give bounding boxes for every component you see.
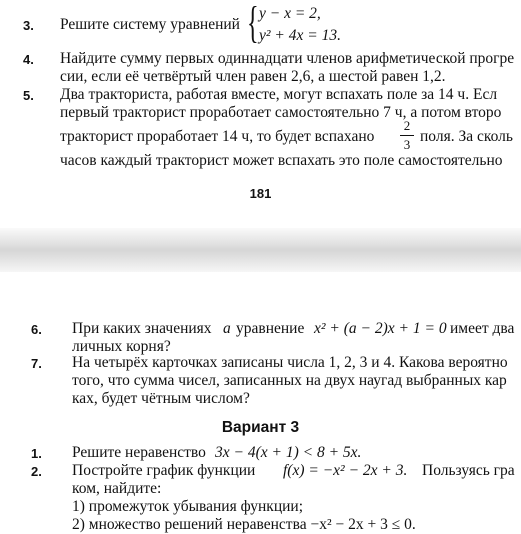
problem-text-line: На четырёх карточках записаны числа 1, 2, 3 и 4. Какова вероятно — [72, 354, 508, 371]
problem-text-line: первый тракторист проработает самостоятельно 7 ч, а потом второ — [60, 104, 502, 121]
problem-text-line: поля. За сколь — [420, 128, 513, 145]
problem-number: 3. — [23, 18, 34, 33]
top-page — [0, 0, 521, 228]
problem-text-line: часов каждый тракторист может вспахать это поле самостоятельно — [60, 152, 503, 169]
problem-text-line: Два тракториста, работая вместе, могут вспахать поле за 14 ч. Есл — [60, 86, 498, 103]
subitem-1: 1) промежуток убывания функции; — [72, 498, 304, 515]
fraction-two-thirds — [400, 118, 414, 153]
system-equation-2: y² + 4x = 13. — [259, 27, 341, 44]
problem-text: Пользуясь гра — [422, 462, 515, 479]
problem-text-line: ках, будет чётным числом? — [72, 390, 250, 407]
problem-text-line: Найдите сумму первых одиннадцати членов арифметической прогре — [60, 50, 515, 67]
equation: x² + (a − 2)x + 1 = 0 — [314, 320, 447, 337]
page-gap — [0, 228, 521, 272]
fraction-denominator: 3 — [403, 137, 411, 152]
problem-text: Решите неравенство — [72, 444, 206, 461]
problem-number: 1. — [31, 446, 42, 461]
problem-number: 2. — [31, 464, 42, 479]
problem-text-line: сии, если её четвёртый член равен 2,6, а шестой равен 1,2. — [60, 68, 446, 85]
system-equation-1: y − x = 2, — [259, 5, 321, 22]
subitem-2: 2) множество решений неравенства −x² − 2x + 3 ≤ 0. — [72, 516, 416, 533]
fraction-numerator: 2 — [403, 118, 411, 133]
problem-number: 5. — [23, 88, 34, 103]
problem-text-line: тракторист проработает 14 ч, то будет вспахано — [60, 128, 375, 145]
variant-heading: Вариант 3 — [221, 419, 300, 436]
fraction-bar — [400, 135, 414, 136]
variable-a: a — [223, 320, 231, 337]
problem-text-line: того, что сумма чисел, записанных на двух наугад выбранных кар — [72, 372, 507, 389]
page-number: 181 — [249, 186, 272, 201]
problem-text: Постройте график функции — [72, 462, 256, 479]
problem-text: Решите систему уравнений — [60, 16, 240, 33]
inequality: 3x − 4(x + 1) < 8 + 5x. — [215, 444, 362, 461]
problem-number: 7. — [31, 356, 42, 371]
function-formula: f(x) = −x² − 2x + 3. — [283, 462, 408, 479]
problem-number: 6. — [31, 322, 42, 337]
problem-text: имеет два — [450, 320, 515, 337]
problem-number: 4. — [23, 52, 34, 67]
problem-text: личных корня? — [72, 338, 171, 355]
problem-text: При каких значениях — [72, 320, 212, 337]
system-brace: { — [247, 0, 259, 47]
problem-text: уравнение — [236, 320, 305, 337]
problem-text: ком, найдите: — [72, 480, 162, 497]
